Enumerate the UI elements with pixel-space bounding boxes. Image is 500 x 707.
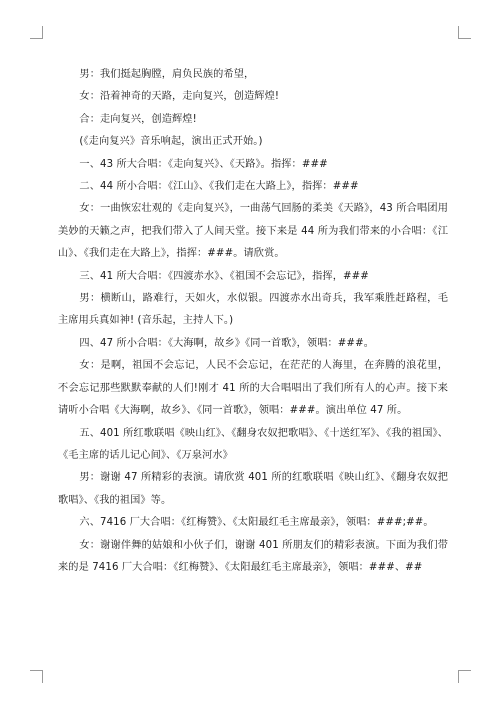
- program-item-1: 一、43 所大合唱：《走向复兴》、《天路》。指挥：###: [79, 158, 328, 170]
- crop-mark-top-right: [458, 26, 471, 39]
- paragraph-chorus-line: 合：走向复兴，创造辉煌!: [79, 113, 197, 125]
- paragraph-stage-direction: (《走向复兴》音乐响起，演出正式开始。): [79, 136, 263, 148]
- host-script-male-1: 男：横断山，路难行，天如火，水似银。四渡赤水出奇兵，我军乘胜赶路程，毛主席用兵真如神! (音乐起，主持人下。): [58, 293, 448, 327]
- program-item-6: 六、7416 厂大合唱：《红梅赞》、《太阳最红毛主席最亲》，领唱：###;##。: [79, 517, 434, 529]
- host-script-female-2: 女：是啊，祖国不会忘记，人民不会忘记，在茫茫的人海里，在奔腾的浪花里，不会忘记那些默默奉献的人们!刚才 41 所的大合唱唱出了我们所有人的心声。接下来请听小合唱《大海啊，故乡》、《同一首歌》，领唱：###。演出单位 47 所。: [58, 360, 448, 417]
- paragraph-female-line: 女：沿着神奇的天路，走向复兴，创造辉煌!: [79, 91, 280, 103]
- program-item-3: 三、41 所大合唱：《四渡赤水》、《祖国不会忘记》，指挥，###: [79, 270, 369, 282]
- program-item-2: 二、44 所小合唱：《江山》、《我们走在大路上》，指挥：###: [79, 181, 359, 193]
- crop-mark-bottom-left: [30, 670, 43, 683]
- paragraph-male-line: 男：我们挺起胸膛，肩负民族的希望，: [79, 69, 255, 80]
- host-script-female-3: 女：谢谢伴舞的姑娘和小伙子们，谢谢 401 所朋友们的精彩表演。下面为我们带来的是 7416 厂大合唱：《红梅赞》、《太阳最红毛主席最亲》，领唱：###、##: [58, 539, 448, 573]
- document-body: [58, 64, 448, 579]
- host-script-female-1: 女：一曲恢宏壮观的《走向复兴》，一曲荡气回肠的柔美《天路》，43 所合唱团用美妙的天籁之声，把我们带入了人间天堂。接下来是 44 所为我们带来的小合唱：《江山》、《我们走在大路上》，指挥：###。请欣赏。: [58, 203, 448, 260]
- program-item-5: 五、401 所红歌联唱《映山红》、《翻身农奴把歌唱》、《十送红军》、《我的祖国》、《毛主席的话儿记心间》、《万泉河水》: [58, 427, 448, 461]
- host-script-male-2: 男：谢谢 47 所精彩的表演。请欣赏 401 所的红歌联唱《映山红》、《翻身农奴把歌唱》、《我的祖国》等。: [58, 472, 448, 506]
- crop-mark-top-left: [30, 26, 43, 39]
- program-item-4: 四、47 所小合唱：《大海啊，故乡》《同一首歌》，领唱：###。: [79, 337, 374, 349]
- crop-mark-bottom-right: [458, 670, 471, 683]
